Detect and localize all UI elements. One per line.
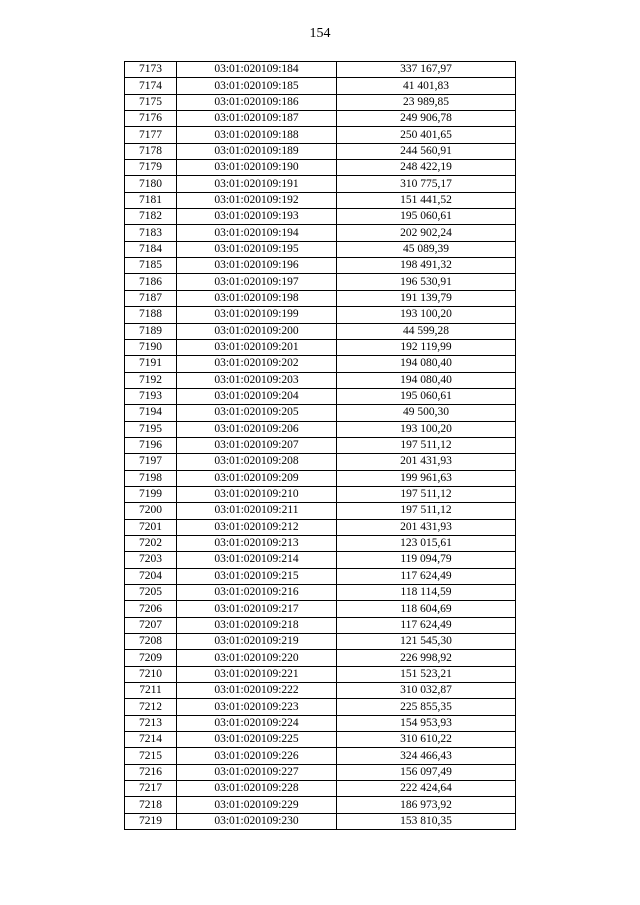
- cadastral-number-cell: 03:01:020109:206: [177, 421, 337, 437]
- row-number-cell: 7210: [125, 666, 177, 682]
- table-body: [125, 62, 516, 830]
- row-number-cell: 7181: [125, 192, 177, 208]
- table-row: [125, 454, 516, 470]
- cadastral-value-cell: 118 114,59: [337, 585, 516, 601]
- cadastral-number-cell: 03:01:020109:227: [177, 764, 337, 780]
- row-number-cell: 7190: [125, 339, 177, 355]
- cadastral-value-cell: 193 100,20: [337, 421, 516, 437]
- table-row: [125, 421, 516, 437]
- cadastral-number-cell: 03:01:020109:221: [177, 666, 337, 682]
- cadastral-number-cell: 03:01:020109:193: [177, 209, 337, 225]
- cadastral-number-cell: 03:01:020109:208: [177, 454, 337, 470]
- cadastral-number-cell: 03:01:020109:223: [177, 699, 337, 715]
- cadastral-value-cell: 23 989,85: [337, 94, 516, 110]
- cadastral-number-cell: 03:01:020109:186: [177, 94, 337, 110]
- row-number-cell: 7204: [125, 568, 177, 584]
- cadastral-number-cell: 03:01:020109:185: [177, 78, 337, 94]
- table-row: [125, 535, 516, 551]
- row-number-cell: 7215: [125, 748, 177, 764]
- row-number-cell: 7174: [125, 78, 177, 94]
- cadastral-number-cell: 03:01:020109:222: [177, 683, 337, 699]
- cadastral-value-cell: 194 080,40: [337, 372, 516, 388]
- table-row: [125, 797, 516, 813]
- cadastral-value-cell: 310 032,87: [337, 683, 516, 699]
- table-row: [125, 601, 516, 617]
- row-number-cell: 7180: [125, 176, 177, 192]
- cadastral-value-cell: 44 599,28: [337, 323, 516, 339]
- cadastral-value-cell: 186 973,92: [337, 797, 516, 813]
- cadastral-value-cell: 201 431,93: [337, 519, 516, 535]
- cadastral-number-cell: 03:01:020109:217: [177, 601, 337, 617]
- cadastral-number-cell: 03:01:020109:212: [177, 519, 337, 535]
- table-row: [125, 160, 516, 176]
- cadastral-value-cell: 244 560,91: [337, 143, 516, 159]
- row-number-cell: 7173: [125, 62, 177, 78]
- table-row: [125, 634, 516, 650]
- table-row: [125, 209, 516, 225]
- cadastral-number-cell: 03:01:020109:214: [177, 552, 337, 568]
- table-row: [125, 192, 516, 208]
- cadastral-value-cell: 156 097,49: [337, 764, 516, 780]
- cadastral-number-cell: 03:01:020109:207: [177, 437, 337, 453]
- table-row: [125, 258, 516, 274]
- cadastral-value-cell: 248 422,19: [337, 160, 516, 176]
- table-row: [125, 683, 516, 699]
- cadastral-number-cell: 03:01:020109:201: [177, 339, 337, 355]
- cadastral-value-cell: 197 511,12: [337, 486, 516, 502]
- row-number-cell: 7217: [125, 781, 177, 797]
- row-number-cell: 7184: [125, 241, 177, 257]
- cadastral-value-cell: 198 491,32: [337, 258, 516, 274]
- table-row: [125, 78, 516, 94]
- cadastral-value-cell: 45 089,39: [337, 241, 516, 257]
- table-row: [125, 274, 516, 290]
- cadastral-value-cell: 193 100,20: [337, 307, 516, 323]
- row-number-cell: 7205: [125, 585, 177, 601]
- row-number-cell: 7197: [125, 454, 177, 470]
- row-number-cell: 7199: [125, 486, 177, 502]
- row-number-cell: 7192: [125, 372, 177, 388]
- row-number-cell: 7193: [125, 388, 177, 404]
- cadastral-number-cell: 03:01:020109:215: [177, 568, 337, 584]
- row-number-cell: 7189: [125, 323, 177, 339]
- row-number-cell: 7203: [125, 552, 177, 568]
- row-number-cell: 7198: [125, 470, 177, 486]
- cadastral-number-cell: 03:01:020109:205: [177, 405, 337, 421]
- row-number-cell: 7176: [125, 111, 177, 127]
- table-row: [125, 127, 516, 143]
- table-row: [125, 617, 516, 633]
- row-number-cell: 7185: [125, 258, 177, 274]
- row-number-cell: 7178: [125, 143, 177, 159]
- table-row: [125, 241, 516, 257]
- table-row: [125, 372, 516, 388]
- cadastral-value-cell: 41 401,83: [337, 78, 516, 94]
- row-number-cell: 7219: [125, 813, 177, 829]
- row-number-cell: 7207: [125, 617, 177, 633]
- cadastral-number-cell: 03:01:020109:210: [177, 486, 337, 502]
- table-row: [125, 715, 516, 731]
- cadastral-value-cell: 49 500,30: [337, 405, 516, 421]
- cadastral-number-cell: 03:01:020109:220: [177, 650, 337, 666]
- cadastral-number-cell: 03:01:020109:196: [177, 258, 337, 274]
- cadastral-number-cell: 03:01:020109:184: [177, 62, 337, 78]
- table-row: [125, 813, 516, 829]
- cadastral-number-cell: 03:01:020109:198: [177, 290, 337, 306]
- table-row: [125, 699, 516, 715]
- cadastral-number-cell: 03:01:020109:192: [177, 192, 337, 208]
- table-row: [125, 764, 516, 780]
- cadastral-number-cell: 03:01:020109:202: [177, 356, 337, 372]
- cadastral-number-cell: 03:01:020109:195: [177, 241, 337, 257]
- table-row: [125, 307, 516, 323]
- cadastral-value-cell: 324 466,43: [337, 748, 516, 764]
- table-row: [125, 176, 516, 192]
- cadastral-value-cell: 118 604,69: [337, 601, 516, 617]
- cadastral-number-cell: 03:01:020109:199: [177, 307, 337, 323]
- cadastral-value-cell: 202 902,24: [337, 225, 516, 241]
- cadastral-number-cell: 03:01:020109:204: [177, 388, 337, 404]
- row-number-cell: 7214: [125, 732, 177, 748]
- cadastral-value-cell: 121 545,30: [337, 634, 516, 650]
- cadastral-number-cell: 03:01:020109:189: [177, 143, 337, 159]
- cadastral-value-cell: 250 401,65: [337, 127, 516, 143]
- table-row: [125, 503, 516, 519]
- row-number-cell: 7188: [125, 307, 177, 323]
- row-number-cell: 7211: [125, 683, 177, 699]
- cadastral-value-cell: 151 441,52: [337, 192, 516, 208]
- row-number-cell: 7175: [125, 94, 177, 110]
- row-number-cell: 7218: [125, 797, 177, 813]
- cadastral-value-cell: 154 953,93: [337, 715, 516, 731]
- cadastral-value-cell: 194 080,40: [337, 356, 516, 372]
- row-number-cell: 7201: [125, 519, 177, 535]
- table-row: [125, 437, 516, 453]
- cadastral-number-cell: 03:01:020109:224: [177, 715, 337, 731]
- row-number-cell: 7213: [125, 715, 177, 731]
- cadastral-number-cell: 03:01:020109:229: [177, 797, 337, 813]
- table-row: [125, 339, 516, 355]
- cadastral-number-cell: 03:01:020109:203: [177, 372, 337, 388]
- row-number-cell: 7200: [125, 503, 177, 519]
- row-number-cell: 7179: [125, 160, 177, 176]
- cadastral-number-cell: 03:01:020109:219: [177, 634, 337, 650]
- table-row: [125, 143, 516, 159]
- table-row: [125, 650, 516, 666]
- table-row: [125, 388, 516, 404]
- cadastral-number-cell: 03:01:020109:197: [177, 274, 337, 290]
- row-number-cell: 7206: [125, 601, 177, 617]
- row-number-cell: 7195: [125, 421, 177, 437]
- row-number-cell: 7194: [125, 405, 177, 421]
- cadastral-value-table: [124, 61, 516, 830]
- row-number-cell: 7182: [125, 209, 177, 225]
- cadastral-number-cell: 03:01:020109:230: [177, 813, 337, 829]
- cadastral-value-cell: 249 906,78: [337, 111, 516, 127]
- cadastral-number-cell: 03:01:020109:213: [177, 535, 337, 551]
- table-row: [125, 94, 516, 110]
- cadastral-value-cell: 117 624,49: [337, 568, 516, 584]
- cadastral-number-cell: 03:01:020109:194: [177, 225, 337, 241]
- table-row: [125, 666, 516, 682]
- cadastral-number-cell: 03:01:020109:209: [177, 470, 337, 486]
- row-number-cell: 7202: [125, 535, 177, 551]
- cadastral-value-cell: 201 431,93: [337, 454, 516, 470]
- cadastral-number-cell: 03:01:020109:190: [177, 160, 337, 176]
- row-number-cell: 7208: [125, 634, 177, 650]
- cadastral-value-cell: 195 060,61: [337, 209, 516, 225]
- cadastral-value-cell: 199 961,63: [337, 470, 516, 486]
- cadastral-value-cell: 153 810,35: [337, 813, 516, 829]
- table-row: [125, 748, 516, 764]
- table-row: [125, 405, 516, 421]
- page-number: 154: [309, 26, 331, 41]
- table-row: [125, 470, 516, 486]
- cadastral-value-cell: 119 094,79: [337, 552, 516, 568]
- table-row: [125, 519, 516, 535]
- row-number-cell: 7191: [125, 356, 177, 372]
- cadastral-value-cell: 196 530,91: [337, 274, 516, 290]
- row-number-cell: 7209: [125, 650, 177, 666]
- cadastral-value-cell: 195 060,61: [337, 388, 516, 404]
- cadastral-number-cell: 03:01:020109:211: [177, 503, 337, 519]
- cadastral-number-cell: 03:01:020109:226: [177, 748, 337, 764]
- cadastral-number-cell: 03:01:020109:188: [177, 127, 337, 143]
- cadastral-value-cell: 197 511,12: [337, 437, 516, 453]
- cadastral-value-cell: 192 119,99: [337, 339, 516, 355]
- cadastral-value-cell: 310 610,22: [337, 732, 516, 748]
- row-number-cell: 7183: [125, 225, 177, 241]
- cadastral-number-cell: 03:01:020109:225: [177, 732, 337, 748]
- table-row: [125, 585, 516, 601]
- cadastral-number-cell: 03:01:020109:200: [177, 323, 337, 339]
- table-row: [125, 323, 516, 339]
- row-number-cell: 7187: [125, 290, 177, 306]
- cadastral-value-cell: 226 998,92: [337, 650, 516, 666]
- row-number-cell: 7186: [125, 274, 177, 290]
- cadastral-value-cell: 117 624,49: [337, 617, 516, 633]
- row-number-cell: 7212: [125, 699, 177, 715]
- cadastral-number-cell: 03:01:020109:216: [177, 585, 337, 601]
- cadastral-value-cell: 123 015,61: [337, 535, 516, 551]
- cadastral-number-cell: 03:01:020109:187: [177, 111, 337, 127]
- cadastral-number-cell: 03:01:020109:228: [177, 781, 337, 797]
- cadastral-value-cell: 222 424,64: [337, 781, 516, 797]
- table-row: [125, 781, 516, 797]
- table-row: [125, 486, 516, 502]
- table-row: [125, 568, 516, 584]
- cadastral-value-cell: 191 139,79: [337, 290, 516, 306]
- cadastral-number-cell: 03:01:020109:191: [177, 176, 337, 192]
- table-row: [125, 732, 516, 748]
- row-number-cell: 7177: [125, 127, 177, 143]
- cadastral-value-cell: 225 855,35: [337, 699, 516, 715]
- cadastral-value-cell: 310 775,17: [337, 176, 516, 192]
- cadastral-number-cell: 03:01:020109:218: [177, 617, 337, 633]
- table-row: [125, 62, 516, 78]
- table-row: [125, 225, 516, 241]
- cadastral-value-cell: 337 167,97: [337, 62, 516, 78]
- table-row: [125, 356, 516, 372]
- table-row: [125, 111, 516, 127]
- row-number-cell: 7196: [125, 437, 177, 453]
- table-row: [125, 552, 516, 568]
- table-row: [125, 290, 516, 306]
- cadastral-value-cell: 151 523,21: [337, 666, 516, 682]
- cadastral-value-cell: 197 511,12: [337, 503, 516, 519]
- row-number-cell: 7216: [125, 764, 177, 780]
